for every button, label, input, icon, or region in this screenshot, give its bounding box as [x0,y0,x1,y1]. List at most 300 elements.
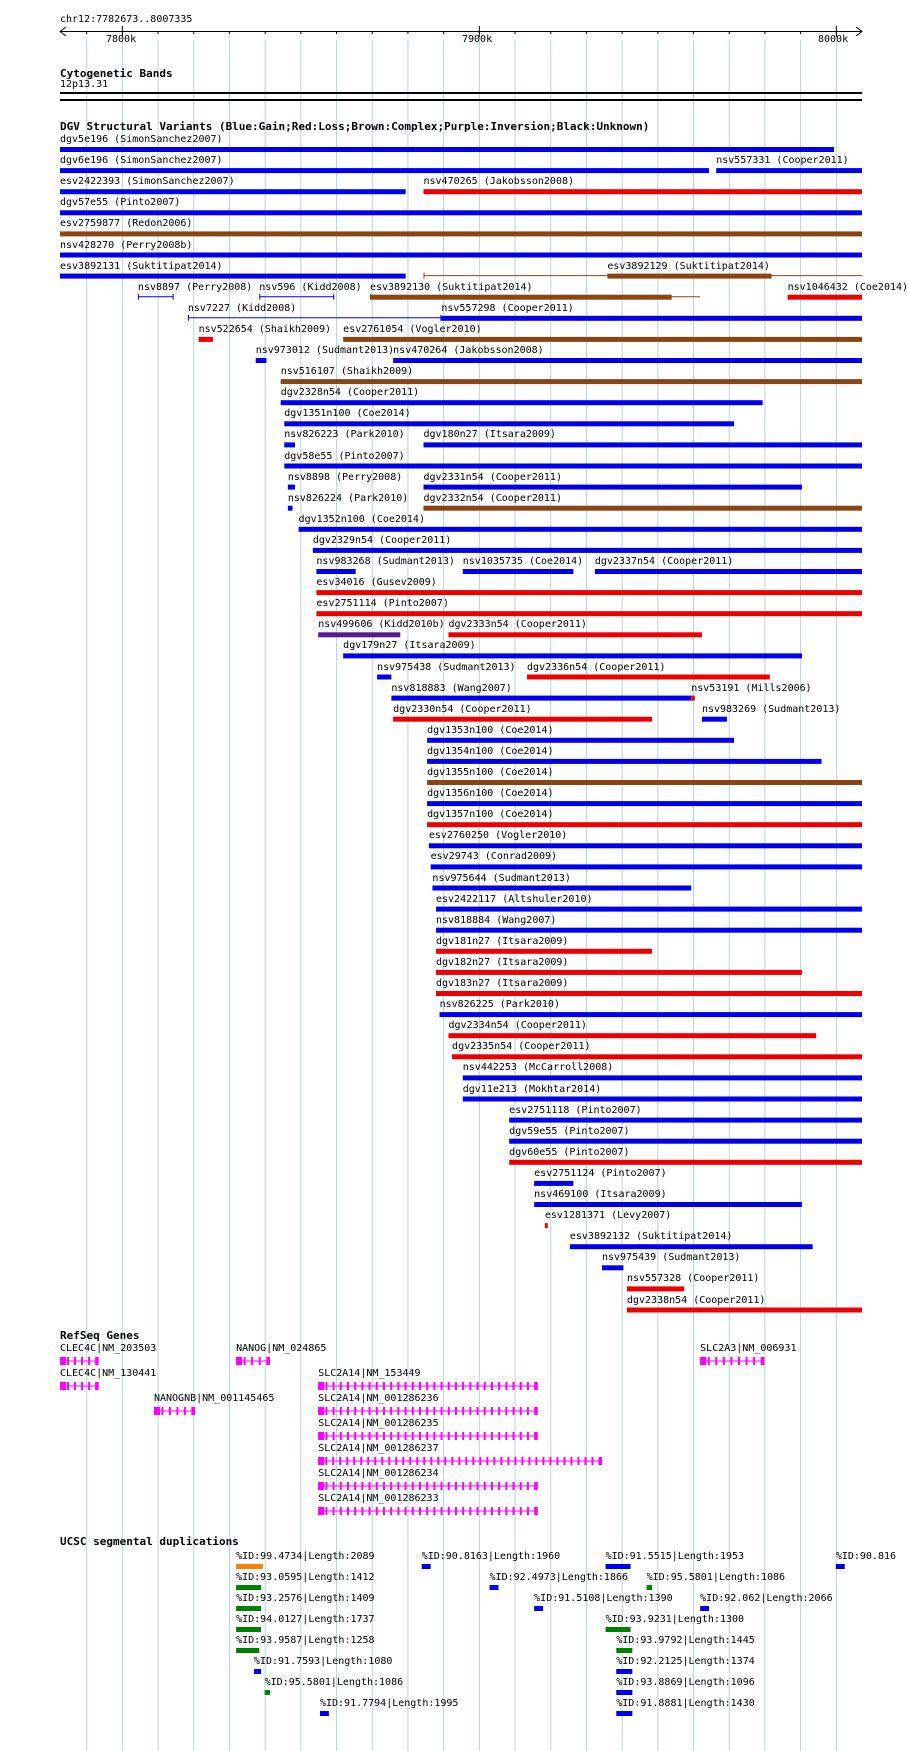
segdup-bar[interactable] [236,1627,261,1632]
dgv-variant-label[interactable]: nsv975438 (Sudmant2013) [377,661,516,673]
dgv-variant-label[interactable]: dgv57e55 (Pinto2007) [60,197,181,209]
gene-label[interactable]: SLC2A14|NM_001286235 [318,1418,439,1429]
gene-model[interactable] [154,1407,195,1415]
dgv-variant-label[interactable]: esv2751124 (Pinto2007) [534,1167,667,1179]
dgv-variant[interactable] [436,991,862,996]
dgv-variant-label[interactable]: dgv59e55 (Pinto2007) [509,1125,630,1137]
gene-exon [462,1382,464,1390]
gene-exon [354,1432,356,1440]
dgv-variant[interactable] [316,590,862,595]
segdup-bar[interactable] [606,1627,631,1632]
segdup-bar[interactable] [236,1564,263,1569]
dgv-variant-label[interactable]: nsv8897 (Perry2008) [137,281,253,293]
dgv-variant-label[interactable]: nsv442253 (McCarroll2008) [462,1062,614,1074]
dgv-variant[interactable] [509,1118,862,1123]
gene-exon [477,1507,479,1515]
gene-label[interactable]: NANOGNB|NM_001145465 [153,1393,275,1404]
dgv-variant-label[interactable]: dgv2330n54 (Cooper2011) [393,703,532,715]
dgv-variant[interactable] [316,611,862,616]
gene-exon [448,1482,450,1490]
gene-exon [738,1357,740,1365]
gene-exon [505,1432,507,1440]
dgv-variant[interactable] [393,358,862,363]
dgv-variant-label[interactable]: esv29743 (Conrad2009) [430,851,558,863]
dgv-variant[interactable] [463,1097,862,1102]
dgv-variant[interactable] [138,294,174,300]
track-title-refseq[interactable]: RefSeq Genes [60,1329,140,1342]
dgv-variant[interactable] [370,294,700,300]
dgv-variant[interactable] [424,506,862,511]
variant-bar [534,1202,802,1207]
variant-bar [595,569,862,574]
gene-exon [369,1382,371,1390]
gene-exon [484,1482,486,1490]
dgv-variant[interactable] [284,421,734,426]
dgv-variant[interactable] [436,907,862,912]
dgv-variant[interactable] [288,485,295,490]
segdup-bar[interactable] [236,1648,259,1653]
segdup-label[interactable]: %ID:92.2125|Length:1374 [616,1656,755,1667]
dgv-variant-label[interactable]: esv2751114 (Pinto2007) [316,598,449,610]
dgv-variant[interactable] [343,653,802,658]
gene-label[interactable]: SLC2A14|NM_001286236 [318,1393,439,1404]
dgv-variant[interactable] [427,780,862,785]
segdup-bar[interactable] [616,1669,632,1674]
gene-exon [493,1457,495,1465]
dgv-variant[interactable] [702,717,727,722]
dgv-variant-label[interactable]: nsv469100 (Itsara2009) [534,1189,667,1200]
variant-bar [509,1160,862,1165]
dgv-variant-label[interactable]: esv3892132 (Suktitipat2014) [569,1231,733,1243]
dgv-variant[interactable] [463,1075,862,1080]
variant-bar [427,822,862,827]
segdup-bar[interactable] [616,1648,632,1653]
dgv-variant[interactable] [284,464,862,469]
gene-exon [441,1507,443,1515]
dgv-variant[interactable] [545,1223,548,1228]
dgv-variant[interactable] [463,569,574,574]
tick-label-8000k: 8000k [818,34,849,45]
segdup-bar[interactable] [254,1669,261,1674]
segdup-label[interactable]: %ID:90.816 [835,1551,897,1562]
dgv-variant-label[interactable]: esv2751118 (Pinto2007) [509,1104,642,1116]
gene-exon [154,1407,160,1415]
segdup-bar[interactable] [422,1564,431,1569]
dgv-variant-label[interactable]: dgv2332n54 (Cooper2011) [423,492,562,504]
dgv-variant[interactable] [60,168,709,173]
dgv-variant-label[interactable]: dgv1357n100 (Coe2014) [427,809,554,821]
dgv-variant-label[interactable]: nsv596 (Kidd2008) [259,281,362,293]
dgv-variant-label[interactable]: nsv53191 (Mills2006) [691,682,812,694]
dgv-variant-label[interactable]: nsv7227 (Kidd2008) [187,302,297,314]
segdup-label[interactable]: %ID:91.5515|Length:1953 [605,1551,745,1562]
dgv-variant-label[interactable]: nsv557298 (Cooper2011) [441,302,574,314]
dgv-variant-label[interactable]: dgv2331n54 (Cooper2011) [423,471,562,483]
gene-model[interactable] [700,1357,764,1365]
dgv-variant[interactable] [509,1160,862,1165]
variant-bar [509,1139,862,1144]
gene-exon [96,1382,99,1390]
dgv-variant[interactable] [432,886,691,891]
segdup-label[interactable]: %ID:91.8881|Length:1430 [616,1698,755,1709]
dgv-variant-label[interactable]: nsv818884 (Wang2007) [435,914,557,926]
gene-label[interactable]: SLC2A14|NM_001286234 [318,1468,439,1479]
segdup-label[interactable]: %ID:93.9231|Length:1300 [605,1614,745,1625]
segdup-bar[interactable] [236,1585,261,1590]
gene-model[interactable] [60,1382,99,1390]
segdup-label[interactable]: %ID:95.5801|Length:1086 [264,1677,404,1688]
gene-label[interactable]: SLC2A14|NM_001286237 [318,1443,439,1454]
gene-label[interactable]: NANOG|NM_024865 [236,1343,327,1354]
dgv-variant-label[interactable]: esv1281371 (Levy2007) [544,1210,672,1222]
gene-exon [192,1407,195,1415]
gene-exon [340,1507,342,1515]
dgv-variant[interactable] [691,696,695,701]
segdup-label[interactable]: %ID:94.0127|Length:1737 [236,1614,375,1625]
track-title-segdups[interactable]: UCSC segmental duplications [60,1535,239,1548]
gene-exon [513,1432,515,1440]
dgv-variant[interactable] [570,1244,813,1249]
gene-exon [527,1482,529,1490]
gene-exon [354,1407,356,1415]
dgv-variant[interactable] [427,738,734,743]
segdup-label[interactable]: %ID:91.7593|Length:1080 [253,1656,393,1667]
gene-exon [318,1432,324,1440]
dgv-variant-label[interactable]: nsv975644 (Sudmant2013) [432,872,571,884]
dgv-variant-label[interactable]: dgv2329n54 (Cooper2011) [312,534,452,546]
dgv-variant-label[interactable]: nsv470264 (Jakobsson2008) [393,345,544,356]
segdup-bar[interactable] [490,1585,499,1590]
dgv-variant[interactable] [534,1202,802,1207]
gene-exon [484,1382,486,1390]
dgv-variant[interactable] [509,1139,862,1144]
gene-exon [381,1457,383,1465]
gene-model[interactable] [318,1457,602,1465]
dgv-variant-label[interactable]: nsv428270 (Perry2008b) [60,239,193,251]
gene-exon [491,1382,493,1390]
dgv-variant-label[interactable]: dgv2334n54 (Cooper2011) [448,1020,587,1032]
variant-bar [343,653,802,658]
dgv-variant-label[interactable]: nsv826225 (Park2010) [439,999,560,1011]
dgv-variant-label[interactable]: esv2759877 (Redon2006) [60,218,193,230]
segdup-label[interactable]: %ID:93.9792|Length:1445 [616,1635,755,1646]
dgv-variant-label[interactable]: esv2760250 (Vogler2010) [428,830,568,842]
dgv-variant-label[interactable]: dgv2328n54 (Cooper2011) [280,387,420,399]
dgv-variant-label[interactable]: nsv8898 (Perry2008) [287,471,403,483]
dgv-variant-label[interactable]: nsv557328 (Cooper2011) [626,1273,760,1285]
track-title-cytobands[interactable]: Cytogenetic Bands [60,67,173,80]
dgv-variant-label[interactable]: dgv180n27 (Itsara2009) [423,429,556,441]
gene-exon [441,1482,443,1490]
segdup-bar[interactable] [616,1711,632,1716]
segdup-label[interactable]: %ID:93.9587|Length:1258 [236,1635,375,1646]
gene-exon [527,1382,529,1390]
dgv-variant[interactable] [318,632,400,637]
dgv-variant[interactable] [424,442,862,447]
dgv-variant-label[interactable]: dgv2336n54 (Cooper2011) [527,661,666,673]
dgv-variant[interactable] [627,1286,684,1291]
dgv-variant[interactable] [284,442,295,447]
dgv-variant-label[interactable]: dgv1353n100 (Coe2014) [427,724,554,736]
segdup-label[interactable]: %ID:93.8869|Length:1096 [616,1677,755,1688]
variant-bar [509,1118,862,1123]
dgv-variant[interactable] [602,1265,623,1270]
dgv-variant-label[interactable]: dgv181n27 (Itsara2009) [435,935,569,947]
gene-exon [513,1382,515,1390]
gene-exon [383,1407,385,1415]
segdup-bar[interactable] [700,1606,709,1611]
dgv-variant[interactable] [527,675,770,680]
segdup-bar[interactable] [265,1690,270,1695]
gene-exon [374,1457,376,1465]
gene-label[interactable]: SLC2A14|NM_001286233 [318,1493,439,1504]
gene-model[interactable] [318,1507,538,1515]
gene-exon [520,1482,522,1490]
dgv-variant[interactable] [60,231,862,236]
gene-exon [361,1407,363,1415]
variant-bar [60,168,709,173]
gene-exon [332,1457,334,1465]
dgv-variant-label[interactable]: nsv983268 (Sudmant2013) [316,556,455,567]
dgv-variant[interactable] [377,675,391,680]
variant-bar [463,1075,862,1080]
dgv-variant[interactable] [60,147,834,152]
segdup-label[interactable]: %ID:92.4973|Length:1866 [489,1572,629,1583]
cytoband-segment[interactable] [60,99,862,101]
dgv-variant-label[interactable]: nsv826224 (Park2010) [287,492,409,504]
gene-exon [340,1382,342,1390]
dgv-variant[interactable] [716,168,862,173]
dgv-variant[interactable] [313,548,862,553]
dgv-variant[interactable] [788,295,862,300]
dgv-variant[interactable] [452,1054,862,1059]
variant-bar [463,1097,862,1102]
dgv-variant-label[interactable]: esv3892131 (Suktitipat2014) [60,260,223,272]
segdup-label[interactable]: %ID:90.8163|Length:1960 [421,1551,561,1562]
dgv-variant-label[interactable]: dgv58e55 (Pinto2007) [284,450,405,462]
segdup-bar[interactable] [534,1606,543,1611]
dgv-variant-label[interactable]: dgv1351n100 (Coe2014) [284,408,411,420]
variant-bar [788,295,862,300]
dgv-variant[interactable] [424,485,802,490]
variant-bar [424,485,802,490]
dgv-variant[interactable] [427,822,862,827]
dgv-variant-label[interactable]: dgv1354n100 (Coe2014) [427,745,554,757]
dgv-variant-label[interactable]: nsv826223 (Park2010) [284,429,405,441]
gene-exon [426,1507,428,1515]
gene-exon [513,1507,515,1515]
variant-bar [691,696,695,701]
segdup-bar[interactable] [616,1690,632,1695]
gene-exon [244,1357,246,1365]
gene-exon [409,1457,411,1465]
dgv-variant-label[interactable]: dgv60e55 (Pinto2007) [509,1146,630,1158]
dgv-variant[interactable] [436,949,652,954]
dgv-variant[interactable] [256,358,267,363]
dgv-variant[interactable] [448,1033,816,1038]
dgv-variant-label[interactable]: nsv973012 (Sudmant2013) [255,345,395,356]
dgv-variant[interactable] [188,315,441,321]
dgv-variant-label[interactable]: dgv2337n54 (Cooper2011) [594,556,734,567]
gene-model[interactable] [60,1357,99,1365]
dgv-variant-label[interactable]: dgv5e196 (SimonSanchez2007) [60,134,223,145]
dgv-variant-label[interactable]: dgv179n27 (Itsara2009) [343,640,476,652]
segdup-bar[interactable] [236,1606,261,1611]
variant-bar [436,949,652,954]
gene-model[interactable] [318,1482,538,1490]
dgv-variant-label[interactable]: nsv983269 (Sudmant2013) [701,703,841,715]
dgv-variant[interactable] [448,632,701,637]
dgv-variant[interactable] [391,696,691,701]
dgv-variant[interactable] [429,843,862,848]
gene-label[interactable]: CLEC4C|NM_130441 [60,1368,157,1379]
dgv-variant-label[interactable]: esv2422117 (Altshuler2010) [435,893,593,905]
variant-bar [256,358,267,363]
dgv-variant-label[interactable]: dgv182n27 (Itsara2009) [435,956,569,968]
segdup-label[interactable]: %ID:91.5108|Length:1390 [534,1593,673,1604]
gene-exon [455,1407,457,1415]
dgv-variant[interactable] [431,864,862,869]
gene-exon [535,1382,538,1390]
dgv-variant-label[interactable]: dgv183n27 (Itsara2009) [435,978,569,989]
dgv-variant[interactable] [436,928,862,933]
variant-bar [343,337,862,342]
dgv-variant[interactable] [259,294,334,300]
segdup-label[interactable]: %ID:93.0595|Length:1412 [236,1572,375,1583]
dgv-variant-label[interactable]: dgv1356n100 (Coe2014) [427,788,554,800]
gene-label[interactable]: CLEC4C|NM_203503 [60,1343,157,1354]
variant-bar [60,189,406,194]
dgv-variant-label[interactable]: esv34016 (Gusev2009) [316,577,437,589]
dgv-variant[interactable] [441,316,862,321]
dgv-variant-label[interactable]: esv2761054 (Vogler2010) [343,323,482,335]
segdup-label[interactable]: %ID:95.5801|Length:1086 [646,1572,786,1583]
dgv-variant-label[interactable]: nsv557331 (Cooper2011) [716,155,849,167]
dgv-variant-label[interactable]: nsv975439 (Sudmant2013) [601,1252,741,1264]
dgv-variant-label[interactable]: nsv499606 (Kidd2010b) [318,619,445,631]
gene-exon [419,1382,421,1390]
gene-model[interactable] [318,1407,538,1415]
gene-exon [81,1357,83,1365]
dgv-variant[interactable] [281,400,763,405]
dgv-variant[interactable] [299,527,862,532]
dgv-variant-label[interactable]: esv2422393 (SimonSanchez2007) [60,176,235,188]
track-title-dgv[interactable]: DGV Structural Variants (Blue:Gain;Red:Loss;Brown:Complex;Purple:Inversion;Black:Unknown) [60,120,650,133]
dgv-variant-label[interactable]: nsv1035735 (Coe2014) [462,556,584,567]
dgv-variant-label[interactable]: dgv2335n54 (Cooper2011) [452,1041,591,1053]
dgv-variant[interactable] [534,1181,573,1186]
dgv-variant[interactable] [60,274,406,279]
gene-model[interactable] [318,1432,538,1440]
gene-exon [369,1432,371,1440]
dgv-variant-label[interactable]: dgv1352n100 (Coe2014) [298,513,425,525]
dgv-variant[interactable] [343,337,862,342]
dgv-variant-label[interactable]: nsv1046432 (Coe2014) [787,281,908,293]
gene-exon [325,1382,327,1390]
segdup-label[interactable]: %ID:91.7794|Length:1995 [319,1698,459,1709]
variant-bar [377,675,391,680]
dgv-variant[interactable] [627,1308,862,1313]
dgv-variant[interactable] [595,569,862,574]
cytoband-label: 12p13.31 [60,79,109,90]
gene-exon [390,1432,392,1440]
cytoband-segment[interactable] [60,92,862,94]
dgv-variant-label[interactable]: dgv6e196 (SimonSanchez2007) [60,155,223,167]
dgv-variant[interactable] [199,337,213,342]
dgv-variant[interactable] [60,253,862,258]
dgv-variant[interactable] [424,189,862,194]
gene-exon [477,1432,479,1440]
dgv-variant-label[interactable]: nsv516107 (Shaikh2009) [280,366,414,378]
dgv-variant-label[interactable]: dgv2333n54 (Cooper2011) [448,619,587,631]
gene-exon [74,1357,76,1365]
gene-exon [419,1507,421,1515]
dgv-variant[interactable] [393,717,652,722]
gene-exon [761,1357,764,1365]
gene-exon [236,1357,242,1365]
gene-exon [535,1432,538,1440]
segdup-bar[interactable] [606,1564,631,1569]
segdup-label[interactable]: %ID:92.062|Length:2066 [700,1593,833,1604]
gene-model[interactable] [318,1382,538,1390]
gene-exon [369,1407,371,1415]
gene-exon [700,1357,706,1365]
dgv-variant-label[interactable]: nsv470265 (Jakobsson2008) [423,176,575,188]
dgv-variant-label[interactable]: esv3892130 (Suktitipat2014) [369,281,533,293]
segdup-bar[interactable] [836,1564,845,1569]
dgv-variant-label[interactable]: dgv2338n54 (Cooper2011) [626,1294,766,1306]
variant-bar [60,147,834,152]
gene-label[interactable]: SLC2A3|NM_006931 [700,1343,797,1354]
variant-bar [424,189,862,194]
segdup-label[interactable]: %ID:93.2576|Length:1409 [236,1593,375,1604]
variant-bar [313,548,862,553]
dgv-variant[interactable] [60,189,406,194]
variant-bar [281,379,862,384]
segdup-label[interactable]: %ID:99.4734|Length:2089 [236,1551,375,1562]
dgv-variant[interactable] [316,569,355,574]
segdup-bar[interactable] [647,1585,652,1590]
variant-bar [284,421,734,426]
gene-exon [347,1482,349,1490]
variant-bar [60,274,406,279]
dgv-variant[interactable] [60,210,862,215]
gene-exon [513,1482,515,1490]
gene-model[interactable] [236,1357,270,1365]
gene-exon [505,1507,507,1515]
gene-label[interactable]: SLC2A14|NM_153449 [318,1368,421,1379]
dgv-variant-label[interactable]: esv3892129 (Suktitipat2014) [607,260,770,272]
dgv-variant[interactable] [424,273,862,279]
dgv-variant-label[interactable]: dgv1355n100 (Coe2014) [427,767,554,778]
gene-exon [81,1382,83,1390]
dgv-variant[interactable] [436,970,802,975]
gene-exon [535,1407,538,1415]
dgv-variant[interactable] [427,759,821,764]
dgv-variant[interactable] [288,506,293,511]
gene-exon [527,1507,529,1515]
segdup-bar[interactable] [320,1711,329,1716]
dgv-variant-label[interactable]: dgv11e213 (Mokhtar2014) [462,1083,602,1095]
gene-exon [376,1407,378,1415]
dgv-variant-label[interactable]: nsv818883 (Wang2007) [391,682,512,694]
variant-bar [281,400,763,405]
dgv-variant-label[interactable]: nsv522654 (Shaikh2009) [198,323,332,335]
dgv-variant[interactable] [281,379,862,384]
variant-bar [452,1054,862,1059]
dgv-variant[interactable] [427,801,862,806]
dgv-variant[interactable] [440,1012,862,1017]
